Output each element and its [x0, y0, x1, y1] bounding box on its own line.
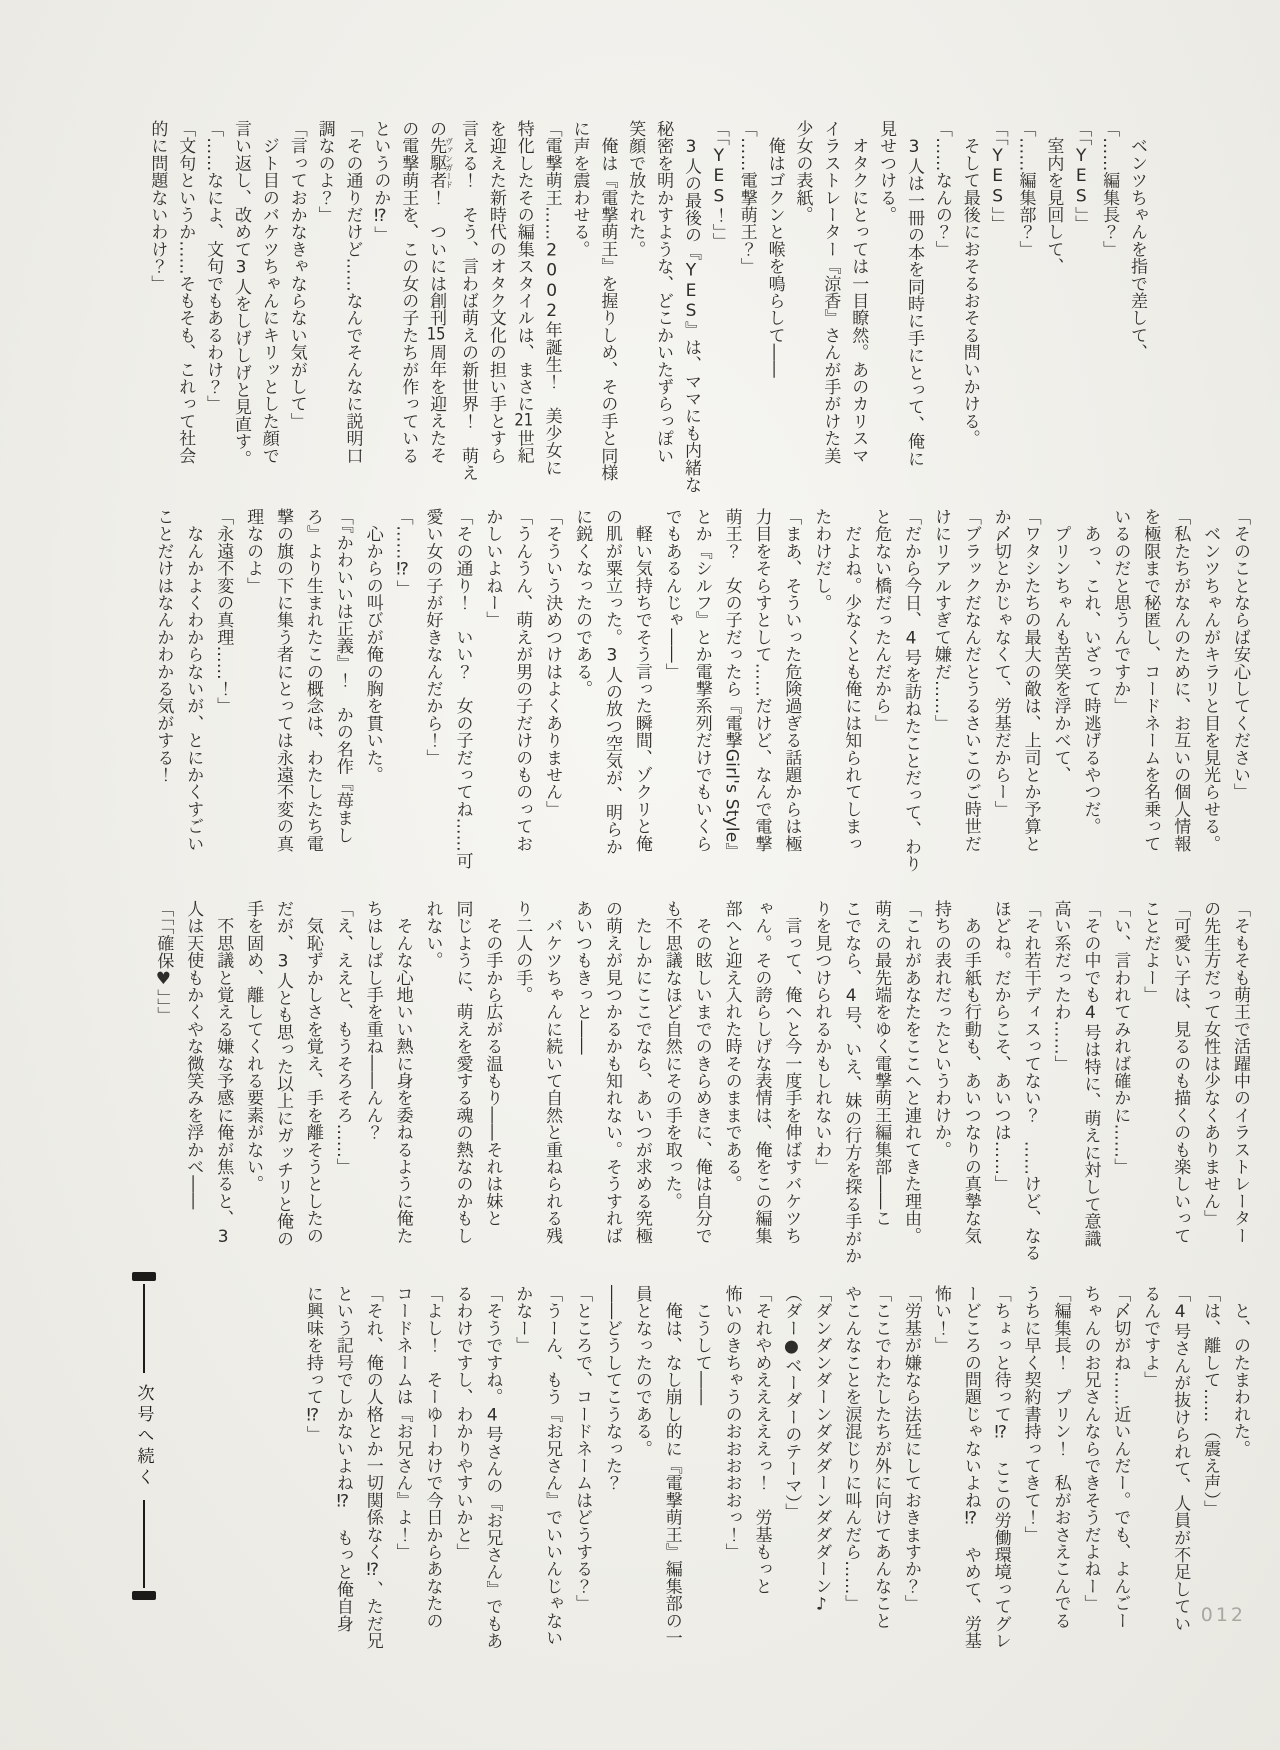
text-line: 「うーん、もう『お兄さん』でいいんじゃない — [542, 1285, 563, 1647]
text-line: 撃の旗の下に集う者にとっては永遠不変の真 — [273, 508, 293, 852]
text-line: かしいよねー」 — [482, 508, 503, 629]
text-line: その眩しいまでのきらめきに、俺は自分で — [691, 900, 712, 1244]
text-line: を迎えた新時代のオタク文化の担い手とすら — [485, 120, 506, 464]
text-line: 気恥ずかしさを覚え、手を離そうとしたの — [302, 900, 323, 1244]
text-line: 愛い女の子が好きなんだから！」 — [422, 508, 443, 766]
text-line: そして最後におそるおそる問いかける。 — [959, 120, 980, 447]
text-line: だよね。少なくとも俺には知られてしまっ — [841, 508, 862, 852]
text-line: 「そもそも萌王で活躍中のイラストレーター — [1230, 900, 1250, 1244]
text-line: 「ところで、コードネームはどうする？」 — [572, 1285, 593, 1612]
text-line: 「ここでわたしたちが外に向けてあんなこと — [871, 1285, 892, 1629]
text-line: 「「YES！」」 — [708, 120, 729, 250]
text-line: 萌王？ 女の子だったら『電撃Girl's Style』 — [721, 508, 742, 860]
text-line: 「い、言われてみれば確かに……」 — [1110, 900, 1131, 1176]
page-number: 012 — [1200, 1604, 1246, 1626]
text-line: 「それやめえええええっ！ 労基もっと — [751, 1285, 772, 1595]
text-line: プリンちゃんも苦笑を浮かべて、 — [1050, 508, 1071, 784]
text-line: 言って、俺へと今一度手を伸ばすバケツち — [781, 900, 802, 1244]
text-line: 「これがあなたをここへと連れてきた理由。 — [901, 900, 922, 1244]
text-line: ゃん。その誇らしげな表情は、俺をこの編集 — [751, 900, 772, 1244]
text-line: 言える！ そう、言わば萌えの新世界！ 萌え — [458, 120, 478, 482]
text-line: れない。 — [422, 900, 443, 969]
text-line: ベンツちゃんを指で差して、 — [1127, 120, 1147, 361]
text-line: 「そういう決めつけはよくありません」 — [542, 508, 563, 818]
marker-bottom-bar — [132, 1591, 156, 1600]
text-band-1 — [143, 120, 1151, 492]
text-line: 「可愛い子は、見るのも描くのも楽しいって — [1170, 900, 1191, 1244]
text-line: 部へと迎え入れた時そのままである。 — [721, 900, 742, 1193]
text-line: あっ、これ、いざって時逃げるやつだ。 — [1080, 508, 1101, 835]
text-line: 「〆切がね……近いんだー。でも、よんごー — [1110, 1285, 1131, 1629]
text-line: 「4号さんが抜けられて、人員が不足してい — [1170, 1285, 1191, 1633]
text-line: を極限まで秘匿し、コードネームを名乗って — [1140, 508, 1161, 852]
text-line: 「永遠不変の真理……！」 — [213, 508, 234, 715]
text-line: るんですよ」 — [1140, 1285, 1161, 1389]
text-line: 特化したその編集スタイルは、まさに21世紀 — [513, 120, 534, 464]
text-line: コードネームは『お兄さん』よ！」 — [392, 1285, 413, 1561]
text-line: に声を震わせる。 — [569, 120, 590, 258]
text-line: 「電撃萌王……2002年誕生！ 美少女に — [541, 120, 562, 477]
text-line: バケツちゃんに続いて自然と重ねられる残 — [542, 900, 563, 1244]
text-line: に興味を持って⁉」 — [302, 1285, 323, 1443]
text-line: ろ』より生まれたこの概念は、わたしたち電 — [302, 508, 323, 852]
text-line: 少女の表紙。 — [792, 120, 813, 224]
text-line: 俺は、なし崩し的に『電撃萌王』編集部の一 — [661, 1285, 682, 1647]
text-line: 持ちの表れだったというわけか。 — [930, 900, 951, 1158]
text-line: 言い返し、改めて3人をしげしげと見直す。 — [231, 120, 251, 468]
text-line: 「言っておかなきゃならない気がして」 — [286, 120, 307, 430]
text-line: 「……なんの？」 — [931, 120, 952, 258]
text-line: 手を固め、離してくれる要素がない。 — [243, 900, 264, 1193]
text-line: なんかよくわからないが、とにかくすごい — [183, 508, 204, 852]
text-line: 軽い気持ちでそう言った瞬間、ゾクリと俺 — [631, 508, 652, 852]
text-line: 「よし！ そーゆーわけで今日からあなたの — [422, 1285, 443, 1629]
text-line: 見せつける。 — [876, 120, 897, 224]
text-line: 俺はゴクンと喉を鳴らして―― — [764, 120, 785, 378]
text-line: か〆切とかじゃなくて、労基だからー」 — [990, 508, 1011, 818]
text-line: 人は天使もかくやな微笑みを浮かべ―― — [183, 900, 204, 1210]
text-line: り二人の手。 — [512, 900, 533, 1004]
text-line: 「「YES」」 — [1071, 120, 1092, 233]
text-line: 「編集長！ プリン！ 私がおさえこんでる — [1050, 1285, 1071, 1629]
text-line: 「それ若干ディスってない？ ……けど、なる — [1020, 900, 1041, 1262]
text-line: その手から広がる温もり――それは妹と — [482, 900, 503, 1227]
text-line: 怖いのきちゃうのおおおおおっ！」 — [721, 1285, 742, 1561]
text-line: の萌えが見つかるかも知れない。そうすれば — [601, 900, 622, 1244]
text-line: も不思議なほど自然にその手を取った。 — [661, 900, 682, 1210]
text-line: という記号でしかないよね⁉ もっと俺自身 — [332, 1285, 353, 1632]
text-line: たしかにここでなら、あいつが求める究極 — [631, 900, 652, 1244]
text-band-3 — [147, 900, 1254, 1272]
text-line: そんな心地いい熱に身を委ねるように俺た — [392, 900, 413, 1244]
text-line: 笑顔で放たれた。 — [625, 120, 646, 258]
text-line: ちゃんのお兄さんならできそうだよねー」 — [1080, 1285, 1101, 1612]
text-line: ーどころの問題じゃないよね⁉ やめて、労基 — [960, 1285, 981, 1650]
text-line: ――どうしてこうなった？ — [601, 1285, 622, 1492]
text-line: というのか⁉」 — [370, 120, 391, 244]
text-band-4 — [297, 1285, 1254, 1657]
text-line: あいつもきっと―― — [572, 900, 593, 1055]
text-line: 心からの叫びが俺の胸を貫いた。 — [362, 508, 383, 784]
text-line: 3人は一冊の本を同時に手にとって、俺に — [904, 137, 924, 468]
text-line: の先生方だって女性は少なくありません」 — [1200, 900, 1221, 1227]
text-line: の肌が粟立った。3人の放つ空気が、明らか — [601, 508, 622, 856]
text-line: 「……なによ、文句でもあるわけ？」 — [203, 120, 224, 413]
text-line: 秘密を明かすような、どこかいたずらっぽい — [653, 120, 674, 464]
text-line: （ダー●ベーダーのテーマ）」 — [781, 1285, 802, 1521]
text-line: 「そうですね。4号さんの『お兄さん』でもあ — [482, 1285, 503, 1650]
text-line: 高い系だったわ……」 — [1050, 900, 1071, 1072]
text-line: 3人の最後の『YES』は、ママにも内緒な — [681, 137, 701, 494]
text-line: 「その通りだけど……なんでそんなに説明口 — [342, 120, 363, 464]
text-line: と、のたまわれた。 — [1230, 1285, 1250, 1457]
marker-top-bar — [132, 1272, 156, 1281]
text-line: 理なのよ」 — [243, 508, 264, 594]
text-line: いるのだと思うんですか」 — [1110, 508, 1131, 715]
text-line: かなー」 — [512, 1285, 533, 1354]
text-line: 「……電撃萌王？」 — [736, 120, 757, 275]
text-line: ベンツちゃんがキラリと目を見光らせる。 — [1200, 508, 1221, 852]
text-line: 「ワタシたちの最大の敵は、上司とか予算と — [1020, 508, 1041, 852]
text-line: 「ちょっと待って⁉ ここの労働環境ってグレ — [990, 1285, 1011, 1650]
text-line: 「……⁉」 — [392, 508, 413, 597]
text-line: 怖い！」 — [930, 1285, 951, 1354]
text-line: やこんなことを涙混じりに叫んだら……」 — [841, 1285, 862, 1612]
text-line: 「……編集部？」 — [1015, 120, 1036, 258]
text-line: の電撃萌王を、この女の子たちが作っている — [398, 120, 419, 464]
text-line: 「私たちがなんのために、お互いの個人情報 — [1170, 508, 1191, 852]
text-line: と危ない橋だったんだから」 — [871, 508, 892, 732]
text-line: こうして―― — [691, 1285, 712, 1406]
text-line: あの手紙も行動も、あいつなりの真摯な気 — [960, 900, 981, 1244]
text-line: 「そのことならば安心してください」 — [1230, 508, 1250, 801]
text-line: 同じように、萌えを愛する魂の熱なのかもし — [452, 900, 473, 1244]
text-line: 力目をそらすとして……だけど、なんで電撃 — [751, 508, 772, 852]
text-line: ほどね。だからこそ、あいつは……」 — [990, 900, 1011, 1193]
text-line: の先駆者ヴァンガード！ ついには創刊15周年を迎えたそ — [426, 120, 454, 464]
text-line: とか『シルフ』とか電撃系列だけでもいくら — [691, 508, 712, 852]
text-line: 「……編集長？」 — [1099, 120, 1120, 258]
text-line: 「労基が嫌なら法廷にしておきますか？」 — [901, 1285, 922, 1612]
text-line: 室内を見回して、 — [1043, 120, 1064, 275]
text-line: 萌えの最先端をゆく電撃萌王編集部――こ — [871, 900, 892, 1227]
text-line: 的に問題ないわけ？」 — [147, 120, 168, 292]
text-line: こでなら、4号、いえ、妹の行方を探る手がか — [841, 900, 862, 1265]
text-line: 「文句というか……そもそも、これって社会 — [175, 120, 196, 464]
text-line: ことだけはなんかわかる気がする！ — [153, 508, 174, 784]
text-line: 「ブラックだなんだとうるさいこのご時世だ — [960, 508, 981, 852]
text-line: 「まあ、そういった危険過ぎる話題からは極 — [781, 508, 802, 852]
text-line: 「『かわいいは正義』！ かの名作『苺まし — [332, 508, 353, 844]
text-line: 調なのよ？」 — [314, 120, 335, 224]
text-line: ことだよー」 — [1140, 900, 1161, 1004]
text-line: りを見つけられるかもしれないわ」 — [811, 900, 832, 1176]
text-line: 「ダンダンダーンダダダーンダダダーン♪ — [811, 1285, 832, 1615]
text-line: イラストレーター『涼香』さんが手がけた美 — [820, 120, 841, 464]
text-line: 員となったのである。 — [631, 1285, 652, 1457]
text-line: 「え、ええと、もうそろそろ……」 — [332, 900, 353, 1176]
next-issue-marker — [129, 1272, 159, 1600]
text-band-2 — [147, 508, 1254, 880]
text-line: 「その中でも4号は特に、萌えに対して意識 — [1080, 900, 1101, 1248]
text-line: ジト目のバケツちゃんにキリッとした顔で — [258, 120, 279, 464]
marker-rule-bottom — [143, 1500, 145, 1589]
text-line: だが、3人とも思った以上にガッチリと俺の — [273, 900, 293, 1248]
text-line: たわけだし。 — [811, 508, 832, 612]
text-line: 「それ、俺の人格とか一切関係なく⁉、ただ兄 — [362, 1285, 383, 1650]
text-line: 「「「確保♥」」」 — [153, 900, 174, 1024]
text-line: けにリアルすぎて嫌だ……」 — [930, 508, 951, 732]
text-line: に鋭くなったのである。 — [572, 508, 593, 698]
text-line: 「その通り！ いい？ 女の子だってね……可 — [452, 508, 473, 870]
text-line: 「は、離して……（震え声）」 — [1200, 1285, 1221, 1518]
text-line: 俺は『電撃萌王』を握りしめ、その手と同様 — [597, 120, 618, 482]
text-line: ちはしばし手を重ね――んん？ — [362, 900, 383, 1141]
text-line: 「うんうん、萌えが男の子だけのものってお — [512, 508, 533, 852]
text-line: 不思議と覚える嫌な予感に俺が焦ると、3 — [213, 900, 234, 1248]
text-line: るわけですし、わかりやすいかと」 — [452, 1285, 473, 1561]
text-line: オタクにとっては一目瞭然。あのカリスマ — [848, 120, 869, 464]
text-line: 「「YES」」 — [987, 120, 1008, 233]
next-issue-label: 次号へ続く — [133, 1383, 154, 1489]
text-line: うちに早く契約書持ってきて！」 — [1020, 1285, 1041, 1543]
text-line: 「だから今日、4号を訪ねたことだって、わり — [901, 508, 922, 873]
text-line: でもあるんじゃ――」 — [661, 508, 682, 680]
marker-rule-top — [143, 1284, 145, 1373]
